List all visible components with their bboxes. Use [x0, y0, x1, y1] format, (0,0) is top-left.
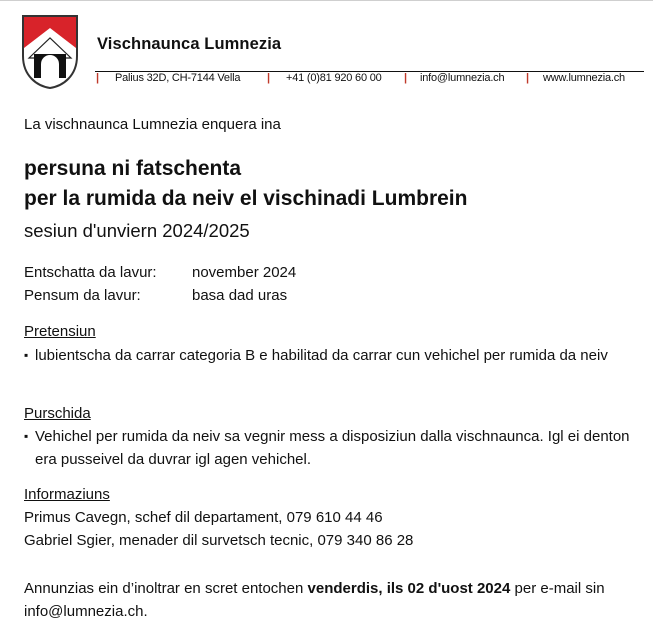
contact-separator: |	[96, 72, 99, 84]
contact-separator: |	[267, 72, 270, 84]
contact-separator: |	[404, 72, 407, 84]
start-value: november 2024	[192, 264, 297, 281]
closing-paragraph	[24, 577, 624, 623]
org-name: Vischnaunca Lumnezia	[97, 35, 282, 53]
contact-separator: |	[526, 72, 529, 84]
requirements-heading: Pretensiun	[24, 323, 96, 340]
intro-text: La vischnaunca Lumnezia enquera ina	[24, 116, 281, 133]
offer-heading: Purschida	[24, 405, 91, 422]
requirements-text: lubientscha da carrar categoria B e habilitad da carrar cun vehichel per rumida da neiv	[35, 347, 608, 364]
contact-phone: +41 (0)81 920 60 00	[286, 72, 382, 84]
offer-text: Vehichel per rumida da neiv sa vegnir mess a disposiziun dalla vischnaunca. Igl ei denton era pusseivel da duvrar igl agen vehichel.	[35, 428, 630, 468]
title-line-1: persuna ni fatschenta	[24, 157, 242, 180]
contact-website[interactable]: www.lumnezia.ch	[543, 72, 625, 84]
workload-value: basa dad uras	[192, 287, 288, 304]
bullet-icon: ▪	[24, 429, 29, 443]
bullet-icon: ▪	[24, 348, 29, 362]
contact-email[interactable]: info@lumnezia.ch	[420, 72, 505, 84]
municipal-coat-of-arms-logo	[21, 14, 79, 90]
info-heading: Informaziuns	[24, 486, 110, 503]
top-border	[0, 0, 653, 1]
closing-text-start: Annunzias ein d’inoltrar en scret entochen	[24, 580, 308, 597]
deadline-date: venderdis, ils 02 d'uost 2024	[307, 580, 511, 597]
season-subtitle: sesiun d'unviern 2024/2025	[24, 220, 250, 241]
contact-bar	[95, 72, 644, 86]
title-line-2: per la rumida da neiv el vischinadi Lumbrein	[24, 187, 468, 210]
requirements-bullet	[24, 344, 634, 367]
start-label: Entschatta da lavur:	[24, 264, 157, 281]
offer-bullet	[24, 425, 634, 471]
contact-person-1: Primus Cavegn, schef dil departament, 079 610 44 46	[24, 509, 383, 526]
closing-text-end: per e-mail sin info@lumnezia.ch.	[24, 580, 605, 620]
contact-address: Palius 32D, CH-7144 Vella	[115, 72, 241, 84]
contact-person-2: Gabriel Sgier, menader dil survetsch tecnic, 079 340 86 28	[24, 532, 414, 549]
workload-label: Pensum da lavur:	[24, 287, 141, 304]
